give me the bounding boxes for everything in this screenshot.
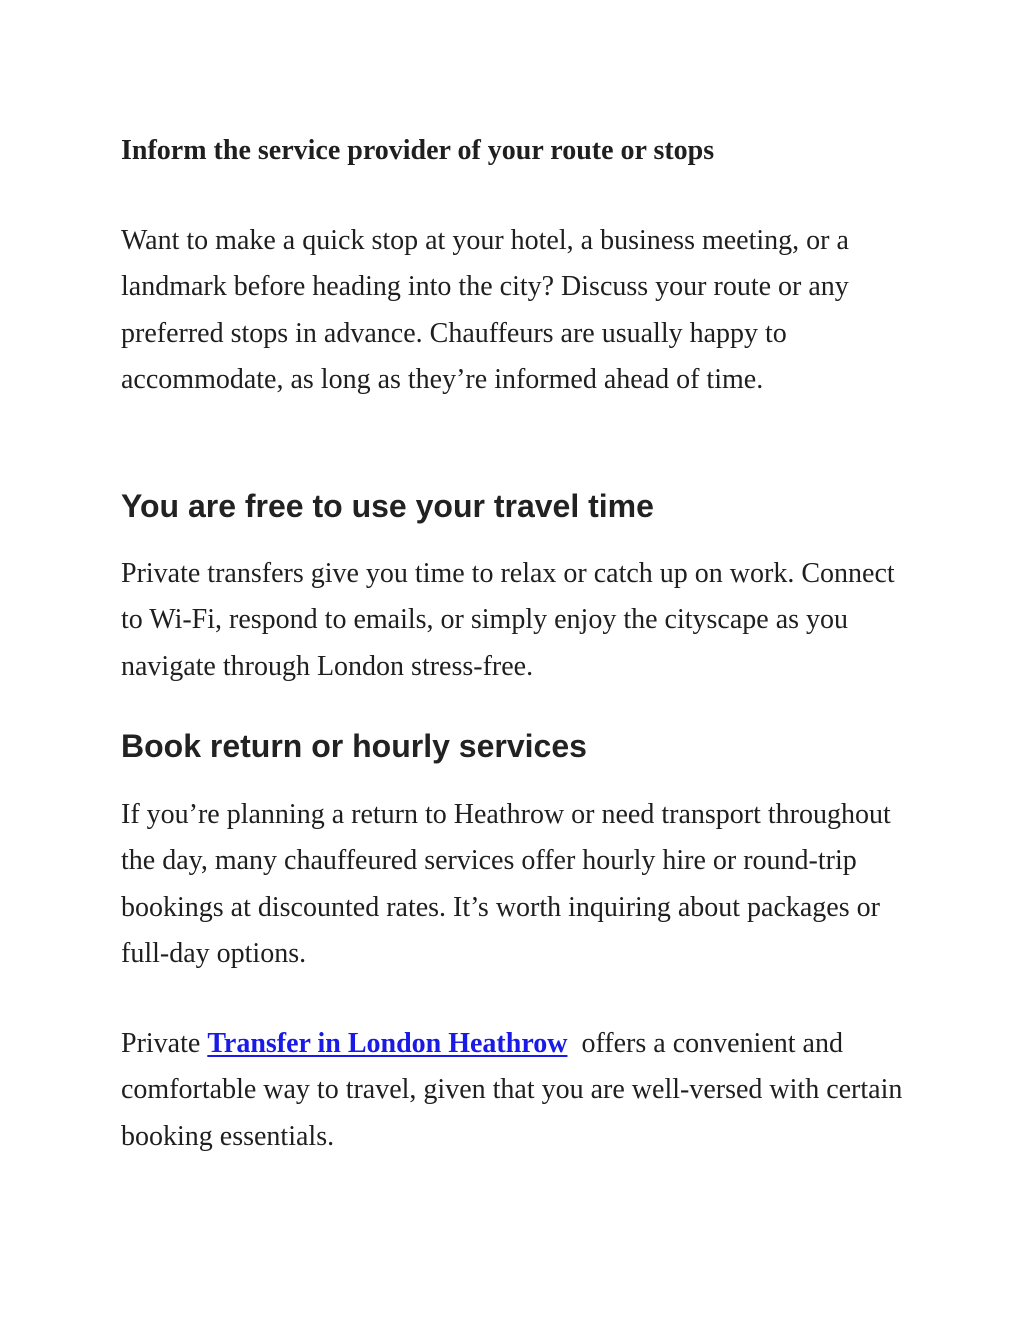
section-heading-travel-time: You are free to use your travel time [121, 488, 654, 524]
section-heading-return-hourly: Book return or hourly services [121, 728, 587, 764]
transfer-link[interactable]: Transfer in London Heathrow [207, 1028, 568, 1059]
closing-suffix: offers a convenient and comfortable way to travel, given that you are well-versed with certain booking essentials. [121, 1028, 910, 1152]
section-heading-route-stops: Inform the service provider of your route or stops [121, 135, 715, 166]
paragraph-route-stops: Want to make a quick stop at your hotel, a business meeting, or a landmark before heading into the city? Discuss your route or any preferred stops in advance. Chauffeurs are usually happy to accommodate, as long as they’re informed ahead of time. [121, 225, 849, 395]
paragraph-closing [121, 1021, 911, 1160]
paragraph-return-hourly: If you’re planning a return to Heathrow or need transport throughout the day, many chauffeured services offer hourly hire or round-trip bookings at discounted rates. It’s worth inquiring about packages or full-day options. [121, 799, 891, 969]
closing-prefix: Private [121, 1028, 208, 1059]
paragraph-travel-time: Private transfers give you time to relax or catch up on work. Connect to Wi-Fi, respond to emails, or simply enjoy the cityscape as you navigate through London stress-free. [121, 558, 895, 682]
